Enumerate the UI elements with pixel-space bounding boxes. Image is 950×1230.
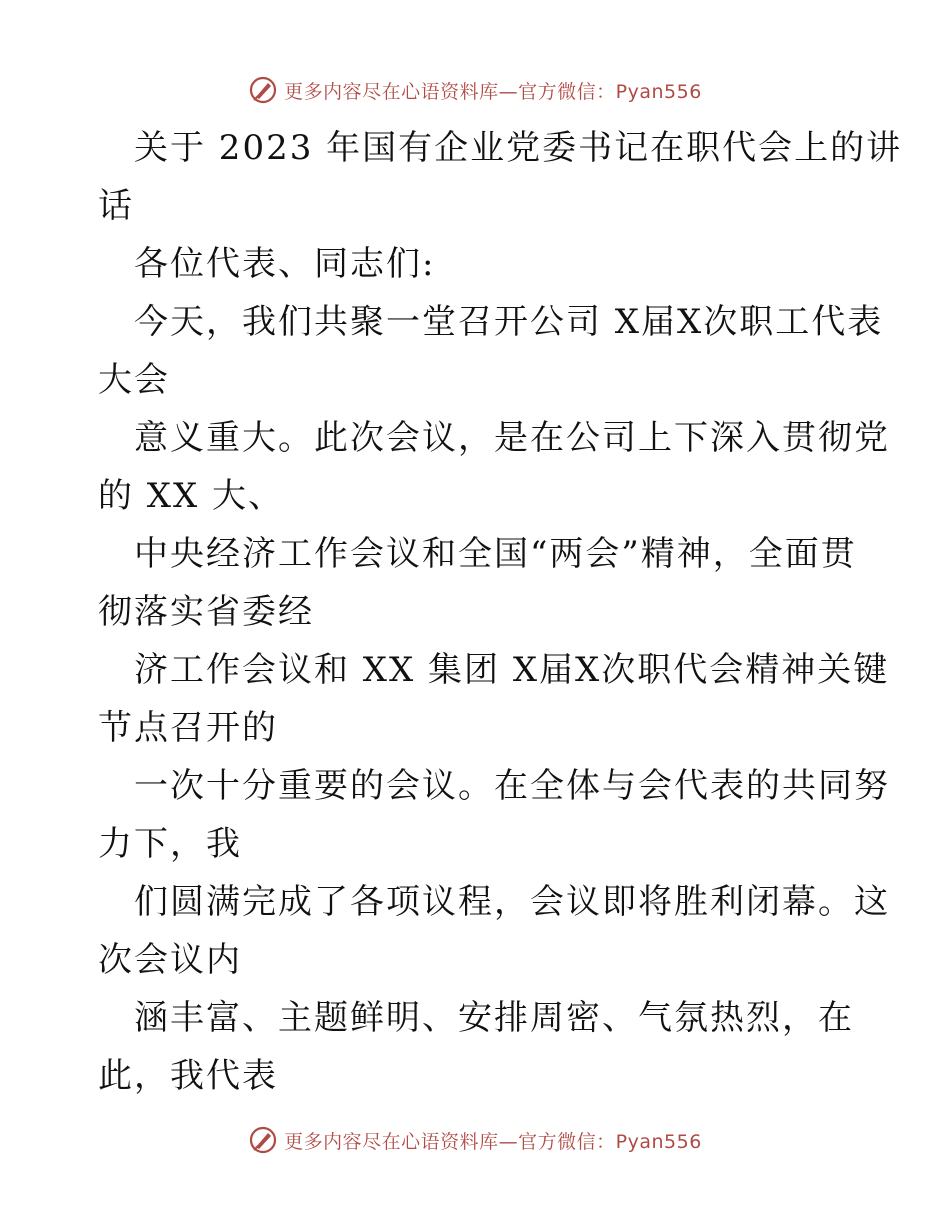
- paragraph-line: 力下，我: [98, 824, 242, 864]
- paragraph-line: 今天，我们共聚一堂召开公司 X届X次职工代表: [134, 302, 884, 342]
- paragraph-line: 此，我代表: [98, 1056, 278, 1096]
- paragraph-line: 一次十分重要的会议。在全体与会代表的共同努: [134, 766, 890, 806]
- paragraph-line: 节点召开的: [98, 708, 278, 748]
- paragraph-line: 的 XX 大、: [98, 476, 285, 516]
- header-banner: [0, 70, 950, 110]
- footer-banner: [0, 1120, 950, 1160]
- paragraph-line: 涵丰富、主题鲜明、安排周密、气氛热烈，在: [134, 998, 854, 1038]
- paragraph-line: 济工作会议和 XX 集团 X届X次职代会精神关键: [134, 650, 890, 690]
- paragraph-line: 次会议内: [98, 940, 242, 980]
- paragraph-line: 意义重大。此次会议，是在公司上下深入贯彻党: [134, 418, 890, 458]
- paragraph-line: 中央经济工作会议和全国“两会”精神，全面贯: [134, 534, 857, 574]
- paragraph-line: 们圆满完成了各项议程，会议即将胜利闭幕。这: [134, 882, 890, 922]
- salutation-line: 各位代表、同志们:: [134, 244, 436, 284]
- quill-pen-logo-icon: [248, 1125, 278, 1155]
- document-title-line-2: 话: [98, 186, 134, 226]
- quill-pen-logo-icon: [248, 75, 278, 105]
- footer-banner-text: 更多内容尽在心语资料库—官方微信：Pyan556: [284, 1130, 702, 1153]
- header-banner-text: 更多内容尽在心语资料库—官方微信：Pyan556: [284, 80, 702, 103]
- document-title-line-1: 关于 2023 年国有企业党委书记在职代会上的讲: [134, 128, 903, 168]
- paragraph-line: 大会: [98, 360, 170, 400]
- paragraph-line: 彻落实省委经: [98, 592, 314, 632]
